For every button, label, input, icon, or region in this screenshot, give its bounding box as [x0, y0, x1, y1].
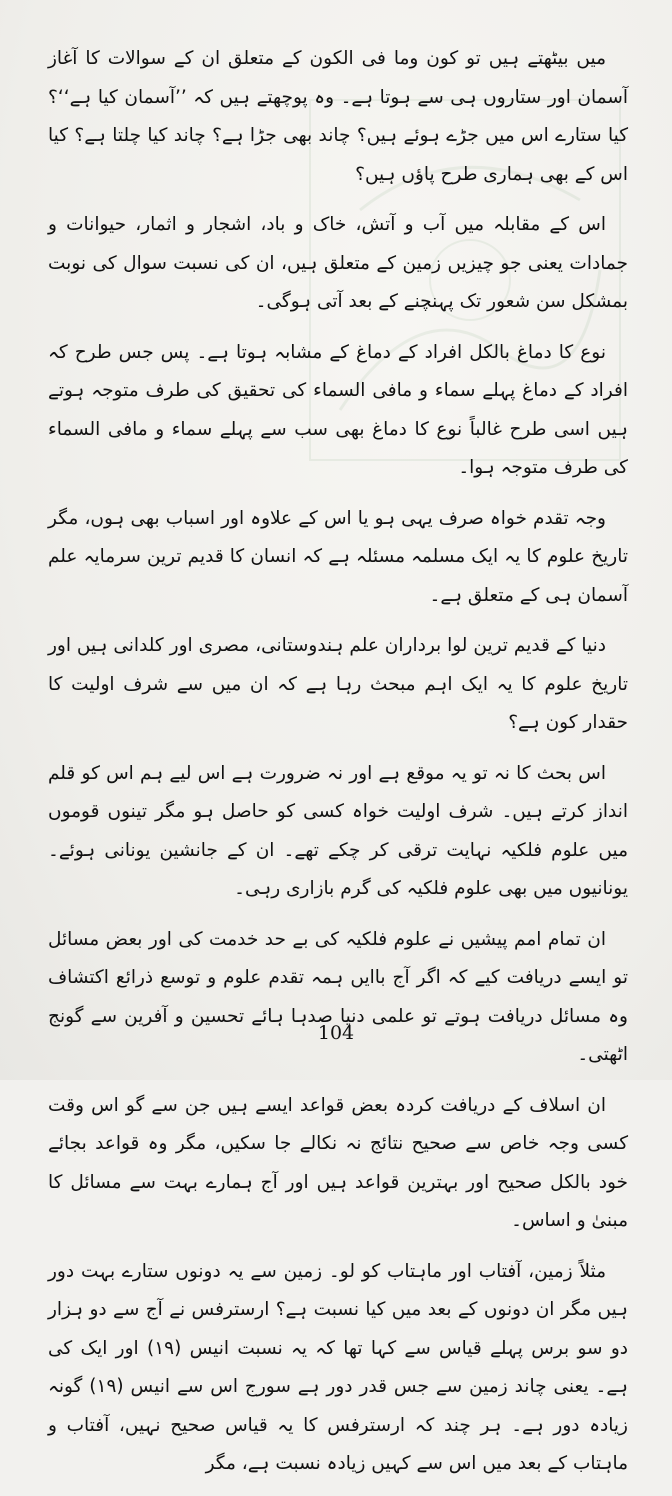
- paragraph: نوع کا دماغ بالکل افراد کے دماغ کے مشابہ ہوتا ہے۔ پس جس طرح کہ افراد کے دماغ پہلے سماء و مافی السماء کی تحقیق کی طرف متوجہ ہوتے ہیں اسی طرح غالباً نوع کا دماغ بھی سب سے پہلے سماء و مافی السماء کی طرف متوجہ ہوا۔: [48, 341, 628, 478]
- paragraph: اس کے مقابلہ میں آب و آتش، خاک و باد، اشجار و اثمار، حیوانات و جمادات یعنی جو چیزیں زمین کے متعلق ہیں، ان کی نسبت سوال کی نوبت بمشکل سن شعور تک پہنچنے کے بعد آتی ہوگی۔: [48, 214, 628, 312]
- paragraph: وجہ تقدم خواہ صرف یہی ہو یا اس کے علاوہ اور اسباب بھی ہوں، مگر تاریخ علوم کا یہ ایک مسلمہ مسئلہ ہے کہ انسان کا قدیم ترین سرمایہ علم آسمان ہی کے متعلق ہے۔: [48, 507, 628, 606]
- page-number: 104: [317, 1022, 355, 1044]
- paragraph: دنیا کے قدیم ترین لوا برداران علم ہندوستانی، مصری اور کلدانی ہیں اور تاریخ علوم کا یہ ایک اہم مبحث رہا ہے کہ ان میں سے شرف اولیت کا حقدار کون ہے؟: [48, 635, 628, 733]
- paragraph: ان اسلاف کے دریافت کردہ بعض قواعد ایسے ہیں جن سے گو اس وقت کسی وجہ خاص سے صحیح نتائج نہ نکالے جا سکیں، مگر وہ قواعد بجائے خود بالکل صحیح اور بہترین قواعد ہیں اور آج ہمارے بہت سے مسائل کا مبنیٰ و اساس۔: [48, 1094, 628, 1231]
- paragraph: ان تمام امم پیشیں نے علوم فلکیہ کی بے حد خدمت کی اور بعض مسائل تو ایسے دریافت کیے کہ اگر آج باایں ہمہ تقدم علوم و توسع ذرائع اکتشاف وہ مسائل دریافت ہوتے تو علمی دنیا صدہا ہائے تحسین و آفرین سے گونج اٹھتی۔: [48, 928, 628, 1065]
- paragraph: میں بیٹھتے ہیں تو کون وما فی الکون کے متعلق ان کے سوالات کا آغاز آسمان اور ستاروں ہی سے ہوتا ہے۔ وہ پوچھتے ہیں کہ ’’آسمان کیا ہے‘‘؟ کیا ستارے اس میں جڑے ہوئے ہیں؟ چاند بھی جڑا ہے؟ چاند کیا چلتا ہے؟ کیا اس کے بھی ہماری طرح پاؤں ہیں؟: [48, 48, 628, 185]
- paragraph: مثلاً زمین، آفتاب اور ماہتاب کو لو۔ زمین سے یہ دونوں ستارے بہت دور ہیں مگر ان دونوں کے بعد میں کیا نسبت ہے؟ ارسترفس نے آج سے دو ہزار دو سو برس پہلے قیاس سے کہا تھا کہ یہ نسبت انیس (۱۹) اور ایک کی ہے۔ یعنی چاند زمین سے جس قدر دور ہے سورج اس سے انیس (۱۹) گونہ زیادہ دور ہے۔ ہر چند کہ ارسترفس کا یہ قیاس صحیح نہیں، آفتاب و ماہتاب کے بعد میں اس سے کہیں زیادہ نسبت ہے، مگر: [48, 1260, 628, 1474]
- body-text: [48, 40, 628, 1496]
- paragraph: اس بحث کا نہ تو یہ موقع ہے اور نہ ضرورت ہے اس لیے ہم اس کو قلم انداز کرتے ہیں۔ شرف اولیت خواہ کسی کو حاصل ہو مگر تینوں قوموں میں علوم فلکیہ نہایت ترقی کر چکے تھے۔ ان کے جانشین یونانی ہوئے۔ یونانیوں میں بھی علوم فلکیہ کی گرم بازاری رہی۔: [48, 762, 628, 899]
